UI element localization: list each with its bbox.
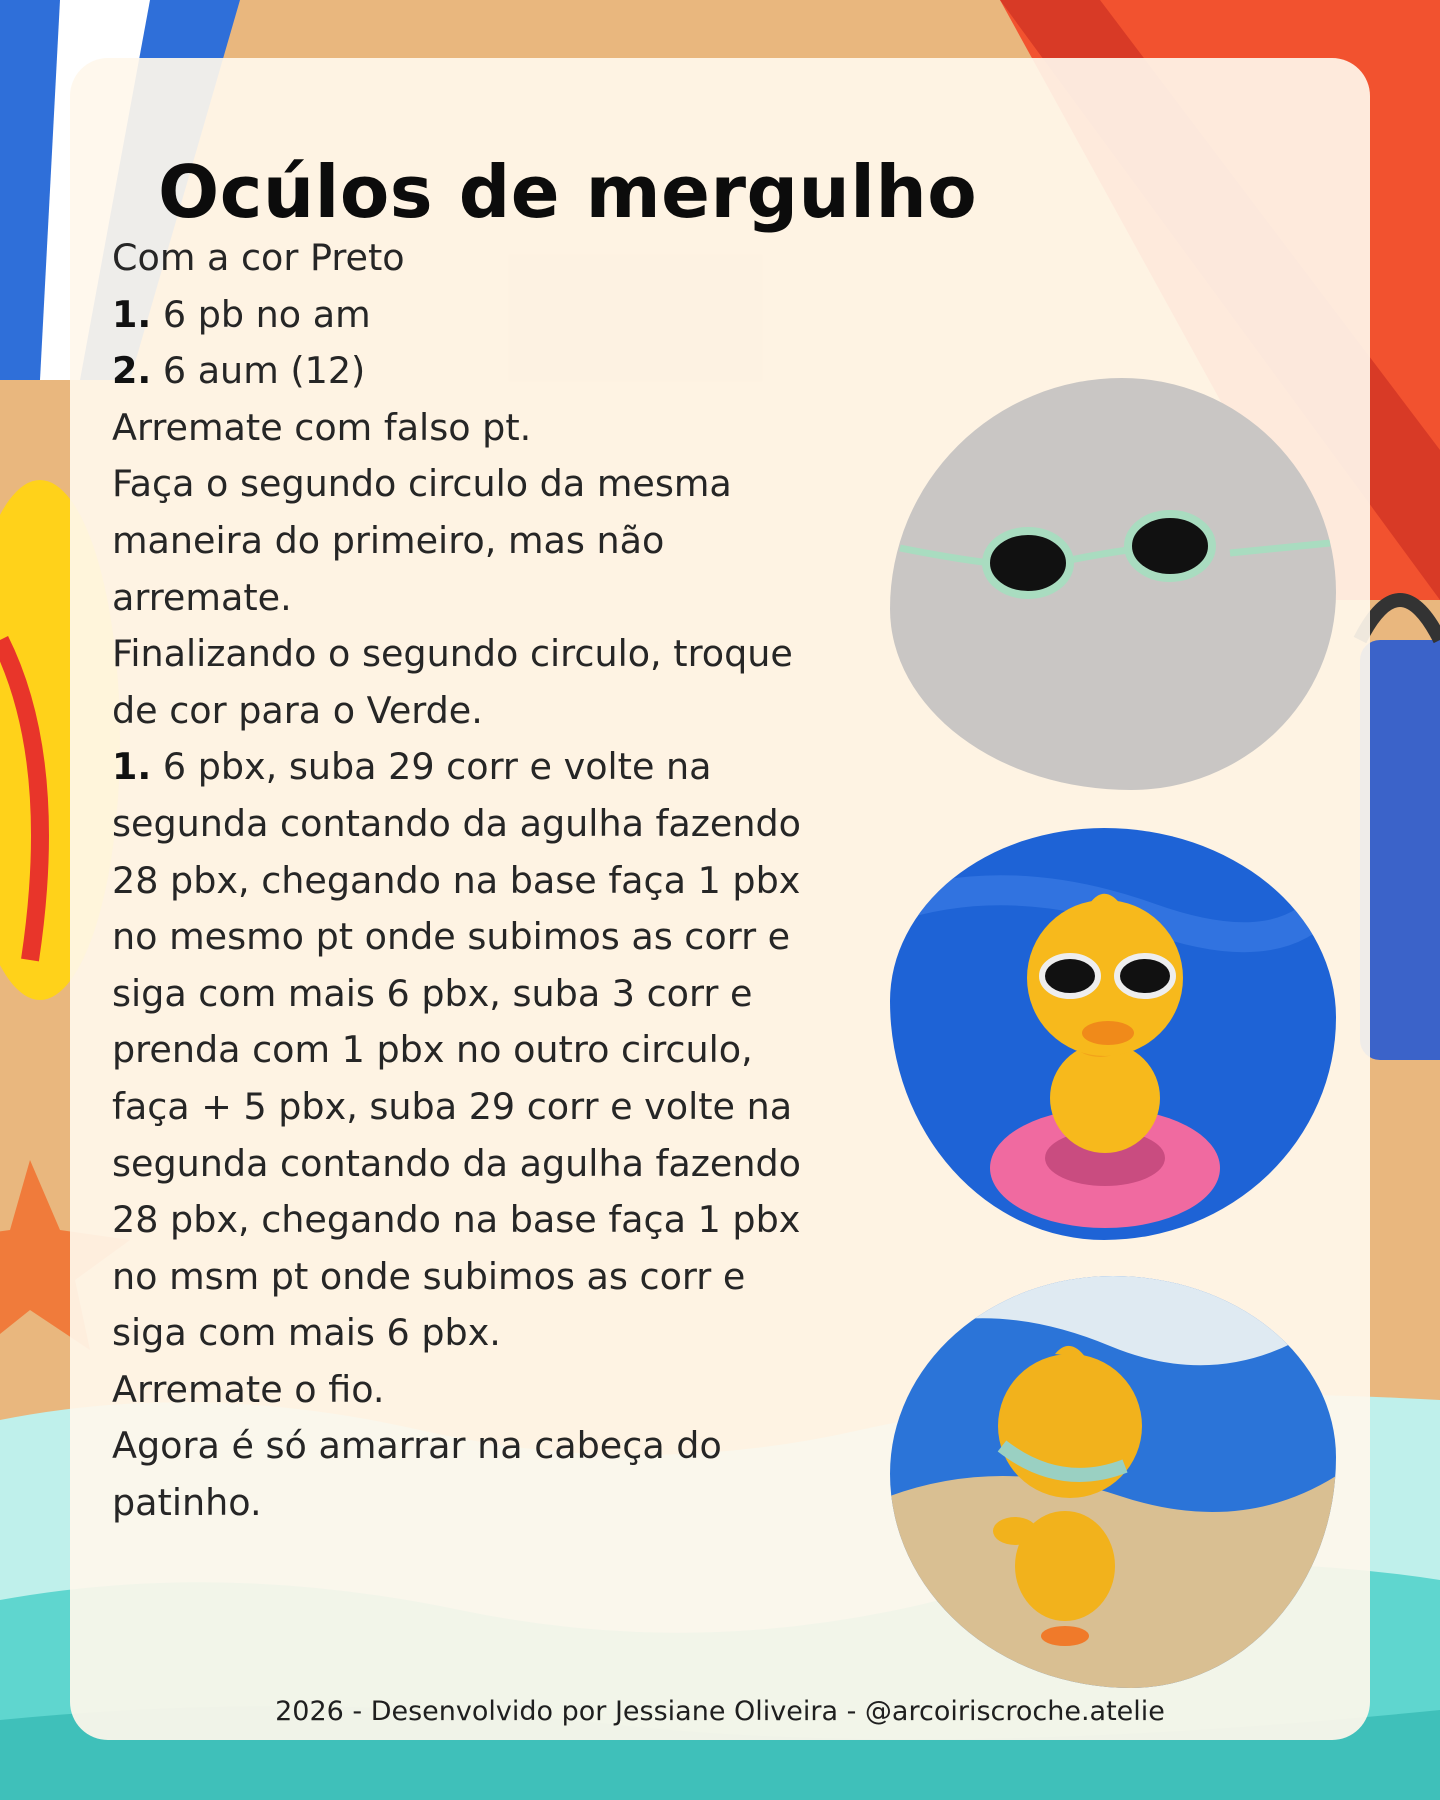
instruction-line: Com a cor Preto [112, 236, 405, 279]
instruction-line: 2. 6 aum (12) [112, 349, 366, 393]
instruction-line: siga com mais 6 pbx. [112, 1311, 501, 1355]
duck-float-photo [890, 828, 1336, 1240]
instruction-line: Arremate com falso pt. [112, 405, 532, 449]
instruction-line: Finalizando o segundo circulo, troque [112, 632, 793, 676]
instruction-line: Arremate o fio. [112, 1367, 385, 1411]
instruction-line: patinho. [112, 1481, 262, 1525]
instruction-line: arremate. [112, 575, 292, 619]
instruction-line: segunda contando da agulha fazendo [112, 801, 802, 845]
instruction-line: de cor para o Verde. [112, 688, 483, 732]
footer-credit: 2026 - Desenvolvido por Jessiane Oliveira - @arcoiriscroche.atelie [275, 1696, 1165, 1727]
instruction-line: Agora é só amarrar na cabeça do [112, 1424, 722, 1468]
instruction-line: no msm pt onde subimos as corr e [112, 1254, 746, 1298]
instruction-line: 1. 6 pbx, suba 29 corr e volte na [112, 745, 712, 789]
instruction-line: no mesmo pt onde subimos as corr e [112, 915, 791, 959]
instruction-line: segunda contando da agulha fazendo [112, 1141, 802, 1185]
instruction-line: 28 pbx, chegando na base faça 1 pbx [112, 1198, 801, 1242]
instruction-line: 1. 6 pb no am [112, 292, 371, 336]
goggles-photo [890, 378, 1336, 790]
instruction-line: siga com mais 6 pbx, suba 3 corr e [112, 971, 753, 1015]
instruction-line: maneira do primeiro, mas não [112, 518, 665, 562]
instruction-line: 28 pbx, chegando na base faça 1 pbx [112, 858, 801, 902]
instruction-line: faça + 5 pbx, suba 29 corr e volte na [112, 1084, 793, 1128]
instruction-line: Faça o segundo circulo da mesma [112, 462, 732, 506]
instructions-text [112, 230, 942, 1532]
instruction-line: prenda com 1 pbx no outro circulo, [112, 1028, 753, 1072]
instruction-card [70, 58, 1370, 1740]
page-title: Ocúlos de mergulho [158, 150, 978, 234]
duck-beach-photo [890, 1276, 1336, 1688]
